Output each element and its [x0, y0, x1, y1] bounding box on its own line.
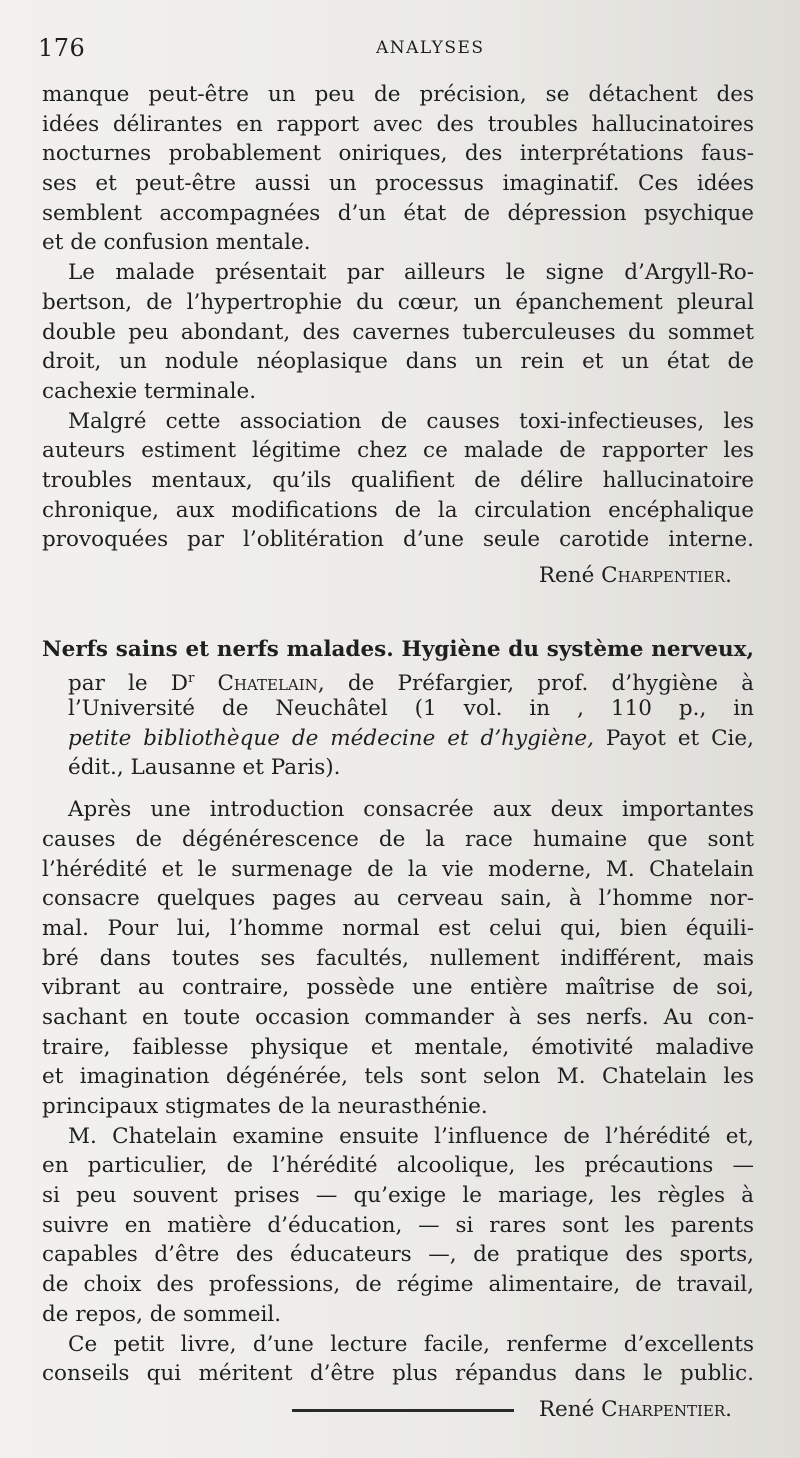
- text-line: sachant en toute occasion commander à ses nerfs. Au con-: [42, 1004, 754, 1030]
- reference-line: [42, 664, 754, 697]
- section-gap: [42, 591, 754, 635]
- text-line: manque peut-être un peu de précision, se détachent des: [42, 82, 754, 107]
- text-line: cachexie terminale.: [42, 378, 257, 404]
- ref-affiliation: , de Préfargier, prof. d’hygiène à: [317, 671, 754, 697]
- ref-author: Chatelain: [217, 671, 318, 697]
- reference-line: édit., Lausanne et Paris).: [68, 755, 341, 781]
- page-header: [38, 30, 760, 70]
- signature-last: Charpentier.: [601, 563, 732, 588]
- signature-first: René: [538, 563, 595, 588]
- ref-publisher: Payot et Cie,: [593, 725, 754, 751]
- text-line: conseils qui méritent d’être plus répandus dans le public.: [42, 1361, 754, 1387]
- text-line: suivre en matière d’éducation, — si rares sont les parents: [42, 1212, 754, 1238]
- text-line: bertson, de l’hypertrophie du cœur, un épanchement pleural: [42, 289, 754, 315]
- spacer: [42, 783, 754, 795]
- text-line: provoquées par l’oblitération d’une seule carotide interne.: [42, 527, 754, 553]
- text-line: nocturnes probablement oniriques, des interprétations faus-: [42, 141, 754, 167]
- text-line: droit, un nodule néoplasique dans un rein et un état de: [42, 349, 754, 375]
- text-line: Le malade présentait par ailleurs le signe d’Argyll-Ro-: [68, 260, 754, 286]
- text-line: consacre quelques pages au cerveau sain, à l’homme nor-: [42, 886, 754, 912]
- text-line: M. Chatelain examine ensuite l’influence de l’hérédité et,: [68, 1123, 754, 1149]
- text-line: semblent accompagnées d’un état de dépression psychique: [42, 200, 754, 226]
- body-text: [42, 80, 754, 1425]
- text-line: principaux stigmates de la neurasthénie.: [42, 1094, 488, 1119]
- review-title: Nerfs sains et nerfs malades. Hygiène du système nerveux,: [42, 636, 754, 662]
- text-line: Après une introduction consacrée aux deux importantes: [68, 797, 754, 823]
- text-line: mal. Pour lui, l’homme normal est celui qui, bien équili-: [42, 915, 754, 941]
- text-line: causes de dégénérescence de la race humaine que sont: [42, 826, 754, 852]
- text-line: idées délirantes en rapport avec des troubles hallucinatoires: [42, 111, 754, 137]
- ref-sup: r: [188, 671, 195, 687]
- reference-line: [42, 724, 754, 754]
- text-line: vibrant au contraire, possède une entière maîtrise de soi,: [42, 975, 754, 1001]
- signature-last: Charpentier.: [601, 1396, 732, 1422]
- text-line: chronique, aux modifications de la circulation encéphalique: [42, 497, 754, 523]
- text-line: de choix des professions, de régime alimentaire, de travail,: [42, 1272, 754, 1298]
- text-line: si peu souvent prises — qu’exige le mariage, les règles à: [42, 1183, 754, 1209]
- text-line: Ce petit livre, d’une lecture facile, renferme d’excellents: [68, 1331, 754, 1357]
- running-head: ANALYSES: [376, 38, 485, 58]
- text-line: double peu abondant, des cavernes tuberculeuses du sommet: [42, 319, 754, 345]
- text-line: bré dans toutes ses facultés, nullement indifférent, mais: [42, 945, 754, 971]
- ref-series: petite bibliothèque de médecine et d’hygiène,: [68, 725, 594, 751]
- text-line: capables d’être des éducateurs —, de pratique des sports,: [42, 1242, 754, 1268]
- text-line: et imagination dégénérée, tels sont selon M. Chatelain les: [42, 1064, 754, 1090]
- signature: [42, 561, 754, 591]
- text-line: de repos, de sommeil.: [42, 1301, 282, 1327]
- text-line: troubles mentaux, qu’ils qualifient de délire hallucinatoire: [42, 467, 754, 493]
- reference-line: l’Université de Neuchâtel (1 vol. in , 110 p., in: [68, 696, 754, 722]
- ref-by: par le D: [68, 671, 189, 697]
- text-line: traire, faiblesse physique et mentale, émotivité maladive: [42, 1034, 754, 1060]
- text-line: et de confusion mentale.: [42, 230, 311, 256]
- signature-first: René: [538, 1396, 595, 1422]
- end-rule: [292, 1409, 514, 1412]
- text-line: en particulier, de l’hérédité alcoolique, les précautions —: [42, 1153, 754, 1179]
- text-line: Malgré cette association de causes toxi-infectieuses, les: [68, 408, 754, 434]
- page-number: 176: [38, 34, 86, 62]
- text-line: auteurs estiment légitime chez ce malade de rapporter les: [42, 438, 754, 464]
- text-line: l’hérédité et le surmenage de la vie moderne, M. Chatelain: [42, 856, 754, 882]
- text-line: ses et peut-être aussi un processus imaginatif. Ces idées: [42, 171, 754, 197]
